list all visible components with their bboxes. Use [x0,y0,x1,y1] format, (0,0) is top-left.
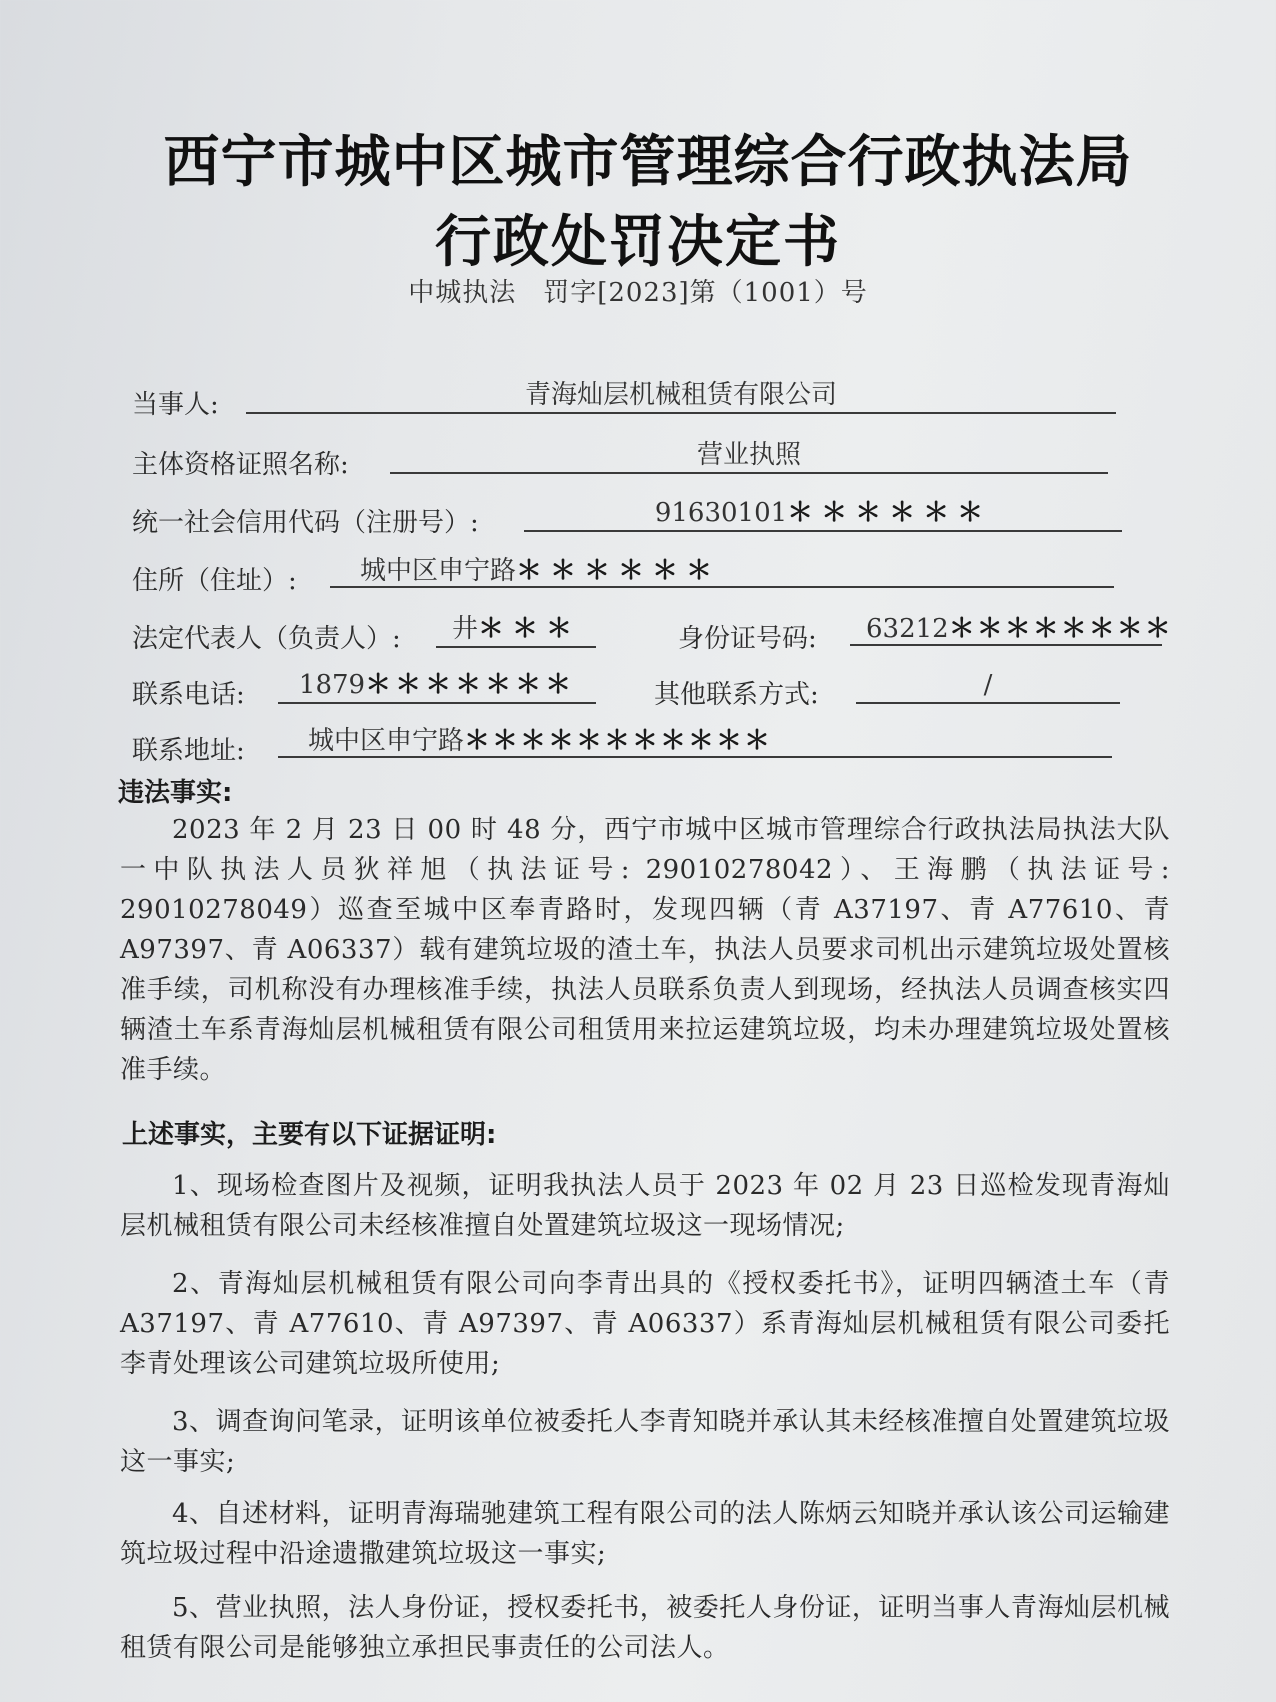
id-number-field [850,612,1173,646]
evidence-item: 4、自述材料，证明青海瑞驰建筑工程有限公司的法人陈炳云知晓并承认该公司运输建筑垃圾过程中沿途遗撒建筑垃圾这一事实; [120,1499,1170,1569]
credit-code-label: 统一社会信用代码（注册号）: [132,508,479,538]
party-value: 青海灿层机械租赁有限公司 [524,380,837,410]
license-value: 营业执照 [696,440,801,470]
license-field [390,438,1108,474]
address-field [330,554,1114,588]
document-number: 中城执法 罚字[2023]第（1001）号 [408,278,868,308]
phone-value: 1879 [298,670,366,700]
legal-rep-value: 井 [451,614,478,644]
document-title-type: 行政处罚决定书 [435,210,841,275]
license-label: 主体资格证照名称: [132,450,349,480]
other-contact-value: / [983,670,993,700]
phone-redaction: ＊＊＊＊＊＊＊ [365,670,576,700]
evidence-item: 3、调查询问笔录，证明该单位被委托人李青知晓并承认其未经核准擅自处置建筑垃圾这一事实; [120,1407,1170,1477]
other-contact-field [856,668,1120,704]
evidence-item: 1、现场检查图片及视频，证明我执法人员于 2023 年 02 月 23 日巡检发现青海灿层机械租赁有限公司未经核准擅自处置建筑垃圾这一现场情况; [120,1171,1170,1241]
legal-rep-redaction: ＊＊＊ [478,614,581,644]
id-number-redaction: ＊＊＊＊＊＊＊＊ [948,614,1173,644]
facts-heading: 违法事实: [118,778,233,808]
contact-address-redaction: ＊＊＊＊＊＊＊＊＊＊＊ [464,726,773,756]
party-label: 当事人: [132,390,219,420]
id-number-value: 63212 [866,614,949,644]
phone-label: 联系电话: [132,680,245,710]
contact-address-label: 联系地址: [132,736,245,766]
address-label: 住所（住址）: [132,566,297,596]
address-value: 城中区申宁路 [360,556,517,586]
credit-code-field [524,496,1122,532]
legal-rep-field [436,612,596,648]
id-number-label: 身份证号码: [678,624,817,654]
facts-paragraph: 2023 年 2 月 23 日 00 时 48 分，西宁市城中区城市管理综合行政执法局执法大队一中队执法人员狄祥旭（执法证号: 29010278042）、王海鹏（执法证号: 29010278049）巡查至城中区奉青路时，发现四辆（青 A37197、青 A77610、青 A97397、青 A06337）载有建筑垃圾的渣土车，执法人员要求司机出示建筑垃圾处置核准手续，司机称没有办理核准手续，执法人员联系负责人到现场，经执法人员调查核实四辆渣土车系青海灿层机械租赁有限公司租赁用来拉运建筑垃圾，均未办理建筑垃圾处置核准手续。 [120,815,1170,1085]
evidence-heading: 上述事实，主要有以下证据证明: [122,1120,497,1150]
credit-code-redaction: ＊＊＊＊＊＊ [787,498,992,528]
document-title-agency: 西宁市城中区城市管理综合行政执法局 [163,130,1133,195]
contact-address-value: 城中区申宁路 [308,726,465,756]
phone-field [278,668,596,704]
legal-rep-label: 法定代表人（负责人）: [132,624,401,654]
evidence-item: 2、青海灿层机械租赁有限公司向李青出具的《授权委托书》，证明四辆渣土车（青 A37197、青 A77610、青 A97397、青 A06337）系青海灿层机械租赁有限公司委托李青处理该公司建筑垃圾所使用; [120,1269,1170,1379]
contact-address-field [278,724,1112,758]
party-field [246,378,1116,414]
other-contact-label: 其他联系方式: [654,680,819,710]
address-redaction: ＊＊＊＊＊＊ [516,556,721,586]
evidence-item: 5、营业执照，法人身份证，授权委托书，被委托人身份证，证明当事人青海灿层机械租赁有限公司是能够独立承担民事责任的公司法人。 [120,1593,1170,1663]
credit-code-value: 91630101 [654,498,788,528]
